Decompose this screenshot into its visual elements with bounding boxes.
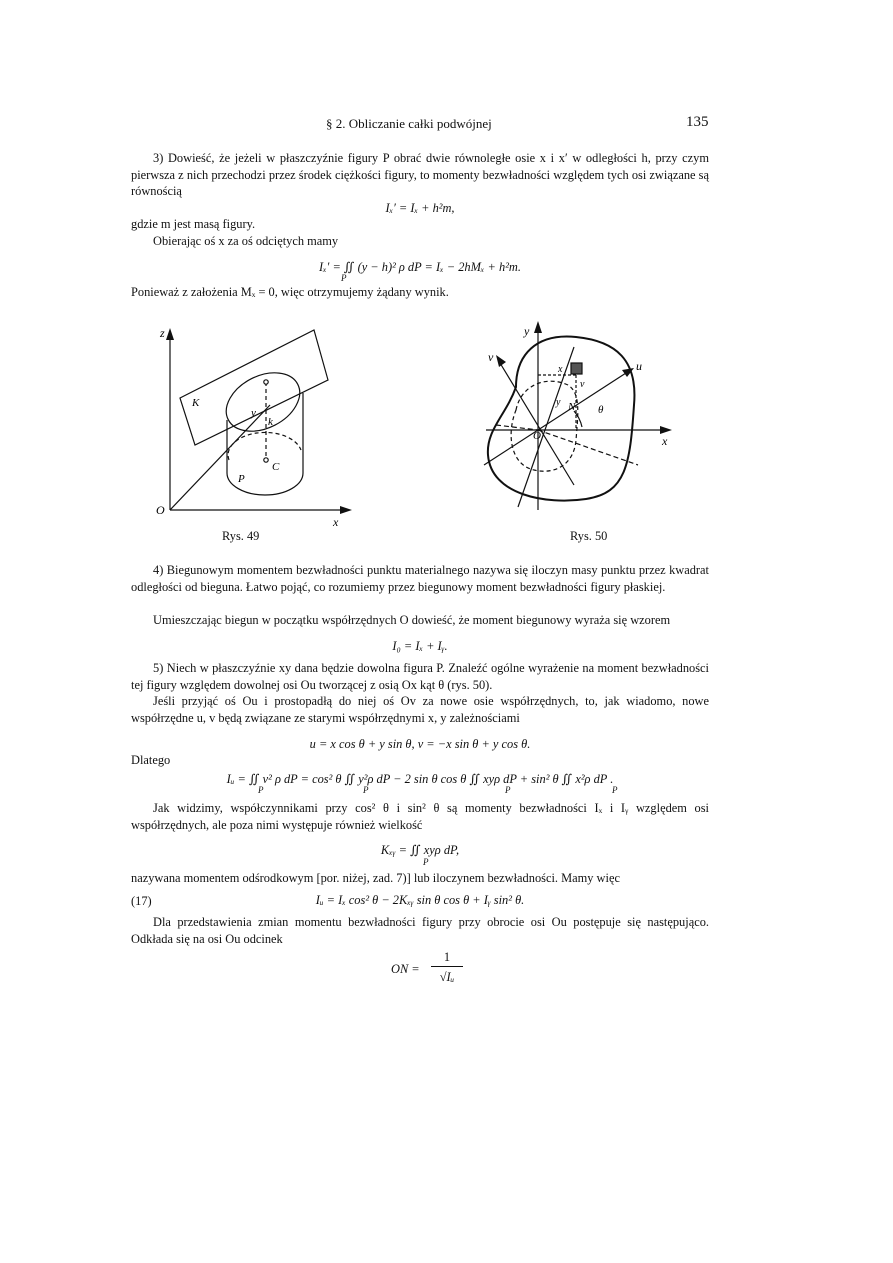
- integral-subscript: P: [341, 273, 347, 283]
- fig49-point-c: [264, 458, 268, 462]
- fig50-label-o: O: [533, 430, 541, 442]
- fig50-label-v-small: v: [580, 379, 585, 390]
- fig49-label-k: k: [268, 416, 273, 428]
- fig49-top-ellipse: [216, 361, 309, 443]
- formula-on-numerator: 1: [443, 950, 451, 964]
- problem-5-text-3: Jak widzimy, współczynnikami przy cos² θ i sin² θ są momenty bezwładności Iₓ i Iᵧ względem osi współrzędnych, ale poza nimi występuje również wielkość: [131, 801, 709, 832]
- fig49-label-p: P: [238, 473, 245, 485]
- formula-iu-sub-3: P: [505, 785, 511, 795]
- formula-ix-prime: Iₓ′ = ∬ (y − h)² ρ dP = Iₓ − 2hMₓ + h²m.: [319, 260, 521, 274]
- formula-on-lhs: ON =: [391, 962, 420, 976]
- fig50-oblique-line: [518, 347, 574, 507]
- formula-on-denominator: √Iᵤ: [439, 970, 455, 984]
- therefore-text: Dlatego: [131, 753, 171, 767]
- problem-5-text: 5) Niech w płaszczyźnie xy dana będzie dowolna figura P. Znaleźć ogólne wyrażenie na moment bezwładności tej figury względem dowolnej osi Ou tworzącej z osią Ox kąt θ (rys. 50).: [131, 661, 709, 692]
- problem-4-text-2: Umieszczając biegun w początku współrzędnych O dowieść, że moment biegunowy wyraża się wzorem: [153, 613, 671, 627]
- formula-polar-moment: I₀ = Iₓ + Iᵧ.: [392, 639, 448, 653]
- fig50-label-n: N: [568, 401, 576, 413]
- fig49-x-arrow: [340, 506, 352, 514]
- fig50-label-theta: θ: [598, 404, 604, 416]
- running-header: § 2. Obliczanie całki podwójnej: [326, 116, 492, 131]
- fig50-v-arrow: [496, 355, 506, 367]
- fig50-region-boundary: [488, 337, 635, 501]
- fig50-x-arrow: [660, 426, 672, 434]
- fig49-label-k-plane: K: [192, 397, 200, 409]
- formula-iu-sub-4: P: [612, 785, 618, 795]
- fig49-label-y: y: [251, 407, 256, 419]
- fig50-label-y: y: [524, 324, 530, 338]
- fig49-z-arrow: [166, 328, 174, 340]
- problem-5-text-4: nazywana momentem odśrodkowym [por. niżej, zad. 7)] lub iloczynem bezwładności. Mamy więc: [131, 871, 620, 885]
- fig50-element: [571, 363, 582, 374]
- fraction-bar: [431, 966, 463, 967]
- formula-kxy-sub: P: [423, 857, 429, 867]
- fig50-u-axis: [484, 373, 626, 465]
- problem-5-text-2: Jeśli przyjąć oś Ou i prostopadłą do niej oś Ov za nowe osie współrzędnych, to, jak wiadomo, nowe współrzędne u, v będą związane ze starymi współrzędnymi x, y zależnościami: [131, 694, 709, 725]
- formula-iu-sub-2: P: [363, 785, 369, 795]
- problem-5-text-5: Dla przedstawienia zmian momentu bezwładności figury przy obrocie osi Ou postępuje się następująco. Odkłada się na osi Ou odcinek: [131, 915, 709, 946]
- formula-uv: u = x cos θ + y sin θ, v = −x sin θ + y cos θ.: [309, 737, 531, 751]
- taking-axis-text: Obierając oś x za oś odciętych mamy: [153, 234, 339, 248]
- page-number: 135: [686, 114, 709, 130]
- figure-49-caption: Rys. 49: [222, 529, 260, 543]
- fig49-label-o: O: [156, 503, 165, 517]
- formula-iu-sub-1: P: [258, 785, 264, 795]
- fig49-plane-k: [180, 330, 328, 445]
- fig49-label-x: x: [333, 515, 339, 529]
- problem-3-conclusion: Ponieważ z założenia Mₓ = 0, więc otrzymujemy żądany wynik.: [131, 285, 449, 299]
- formula-kxy: Kₓᵧ = ∬ xyρ dP,: [380, 843, 460, 857]
- fig50-dashed-line: [538, 430, 638, 465]
- fig50-label-y-small: y: [556, 397, 561, 408]
- mass-note: gdzie m jest masą figury.: [131, 217, 256, 231]
- formula-iu: Iᵤ = ∬ v² ρ dP = cos² θ ∬ y²ρ dP − 2 sin θ cos θ ∬ xyρ dP + sin² θ ∬ x²ρ dP .: [226, 772, 614, 786]
- problem-3-text: 3) Dowieść, że jeżeli w płaszczyźnie figury P obrać dwie równoległe osie x i x′ w odległości h, przy czym pierwsza z nich przechodzi przez środek ciężkości figury, to momenty bezwładności względem tych osi związane są równością: [131, 151, 709, 198]
- figure-49: [150, 320, 360, 529]
- fig50-dashed-left: [496, 425, 538, 430]
- problem-4-text: 4) Biegunowym momentem bezwładności punktu materialnego nazywa się iloczyn masy punktu przez kwadrat odległości od bieguna. Łatwo pojąć, co rozumiemy przez biegunowy moment bezwładności figury płaskiej.: [131, 563, 709, 594]
- formula-parallel-axis: Iₓ′ = Iₓ + h²m,: [385, 201, 455, 215]
- fig50-label-v: v: [488, 350, 494, 364]
- fig49-point-top: [264, 380, 268, 384]
- fig49-label-c: C: [272, 461, 280, 473]
- fig50-v-axis: [500, 363, 574, 485]
- formula-17: Iᵤ = Iₓ cos² θ − 2Kₓᵧ sin θ cos θ + Iᵧ sin² θ.: [315, 893, 525, 907]
- fig50-label-x-small: x: [558, 364, 563, 375]
- fig50-label-u: u: [636, 359, 642, 373]
- fig50-label-x: x: [662, 434, 668, 448]
- equation-number-17: (17): [131, 894, 152, 908]
- figure-50: [476, 315, 686, 515]
- fig50-y-arrow: [534, 321, 542, 333]
- figure-50-caption: Rys. 50: [570, 529, 608, 543]
- fig49-dashed-ellipse: [228, 432, 301, 460]
- fig49-label-z: z: [160, 326, 165, 340]
